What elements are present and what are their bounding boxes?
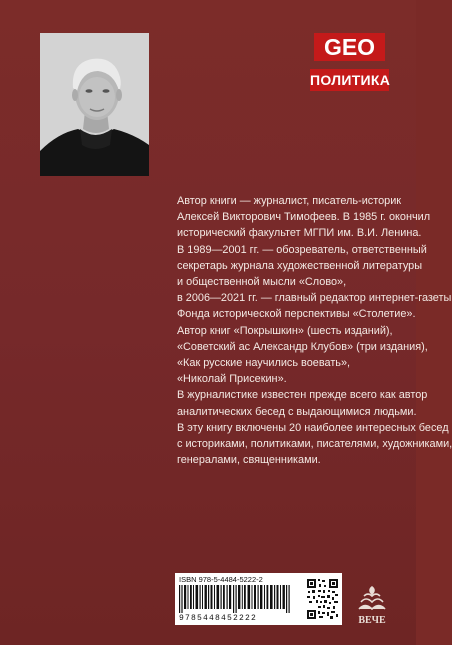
bio-line: Алексей Викторович Тимофеев. В 1985 г. окончил [177,211,431,224]
bio-line: и общественной мысли «Слово», [177,276,347,289]
bio-line: «Как русские научились воевать», [177,357,351,370]
bio-line: В журналистике известен прежде всего как автор [177,389,428,402]
isbn-label: ISBN 978-5-4484-5222-2 [179,575,263,584]
bio-line: генералами, священниками. [177,454,321,467]
bio-line: секретарь журнала художественной литературы [177,259,423,272]
ean-digits: 9785448452222 [179,614,258,623]
isbn-barcode [175,573,342,625]
bio-line: в 2006—2021 гг. — главный редактор интернет-газеты [177,292,452,305]
bio-line: В 1989—2001 гг. — обозреватель, ответственный [177,243,427,256]
bio-line: «Николай Присекин». [177,373,287,386]
bio-line: «Советский ас Александр Клубов» (три издания), [177,340,428,353]
bio-line: аналитических бесед с выдающимися людьми. [177,405,417,418]
barcode-icon [179,585,299,613]
bio-line: Автор книги — журналист, писатель-историк [177,195,402,207]
publisher-logo-text: ВЕЧЕ [358,615,386,626]
bio-line: исторический факультет МГПИ им. В.И. Ленина. [177,227,422,240]
bio-line: Фонда исторической перспективы «Столетие». [177,308,416,321]
bio-line: с историками, политиками, писателями, художниками, [177,438,452,451]
bio-line: Автор книг «Покрышкин» (шесть изданий), [177,324,393,337]
qr-code-icon [307,578,338,620]
series-badge-geo: GEO [314,33,385,61]
publisher-logo-icon [355,584,389,626]
series-badge-politika: ПОЛИТИКА [310,69,389,91]
bio-line: В эту книгу включены 20 наиболее интересных бесед [177,421,449,434]
author-photo [40,33,149,176]
author-bio [177,193,452,468]
